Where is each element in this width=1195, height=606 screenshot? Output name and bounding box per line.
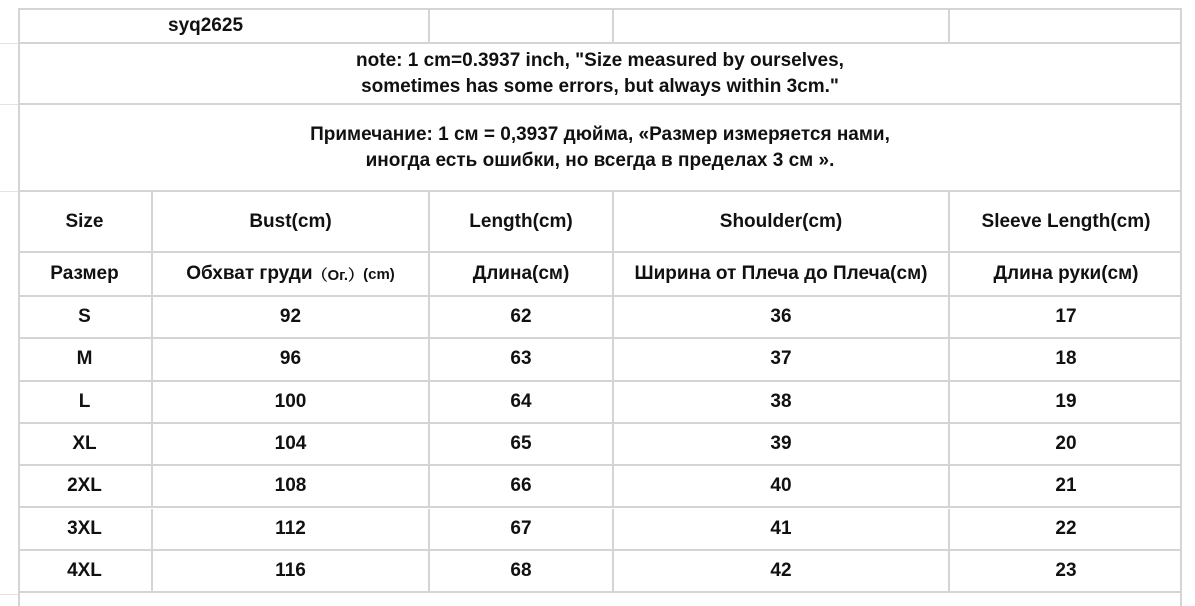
sleeve-cell[interactable]: [948, 424, 1182, 464]
sleeve-cell-value: 20: [1055, 433, 1077, 455]
gridline: [0, 594, 18, 595]
sleeve-cell-value: 18: [1055, 348, 1077, 370]
table-row: [18, 551, 1182, 593]
table-row: [18, 466, 1182, 508]
size-cell[interactable]: [18, 551, 151, 591]
header-sleeve-label: Sleeve Length(cm): [981, 210, 1151, 232]
sleeve-cell-value: 22: [1055, 517, 1077, 539]
size-cell-value: M: [76, 348, 93, 370]
bust-cell-value: 100: [274, 390, 307, 412]
sku-row: [18, 10, 1182, 44]
length-cell[interactable]: [428, 382, 612, 422]
bust-cell[interactable]: [151, 424, 428, 464]
bust-cell[interactable]: [151, 339, 428, 379]
header-ru-bust-label: Обхват груди: [186, 263, 313, 284]
sleeve-cell[interactable]: [948, 509, 1182, 549]
header-ru-bust[interactable]: [151, 253, 428, 295]
size-cell-value: 4XL: [67, 559, 102, 581]
sleeve-cell[interactable]: [948, 466, 1182, 506]
bust-cell[interactable]: [151, 382, 428, 422]
sleeve-cell[interactable]: [948, 297, 1182, 337]
bust-cell-value: 108: [274, 475, 307, 497]
length-cell[interactable]: [428, 424, 612, 464]
shoulder-cell-value: 40: [770, 475, 792, 497]
header-size[interactable]: [18, 192, 151, 251]
length-cell-value: 67: [510, 517, 532, 539]
shoulder-cell[interactable]: [612, 297, 948, 337]
sleeve-cell[interactable]: [948, 551, 1182, 591]
bust-cell[interactable]: [151, 509, 428, 549]
sleeve-cell-value: 19: [1055, 390, 1077, 412]
bust-cell-value: 112: [275, 517, 306, 539]
bust-cell[interactable]: [151, 551, 428, 591]
sleeve-cell[interactable]: [948, 382, 1182, 422]
header-bust-label: Bust(cm): [249, 210, 332, 232]
header-en-row: [18, 192, 1182, 253]
note-en-line1: note: 1 cm=0.3937 inch, "Size measured by ourselves,: [356, 49, 844, 71]
header-size-label: Size: [65, 210, 104, 232]
length-cell-value: 62: [510, 306, 532, 328]
table-row: [18, 509, 1182, 551]
empty-cell[interactable]: [948, 10, 1182, 42]
note-ru-line2: иногда есть ошибки, но всегда в пределах 3 см ».: [365, 149, 835, 171]
sku-label: syq2625: [168, 15, 244, 36]
size-cell[interactable]: [18, 382, 151, 422]
length-cell[interactable]: [428, 466, 612, 506]
size-cell-value: L: [78, 390, 91, 412]
bust-cell[interactable]: [151, 466, 428, 506]
length-cell[interactable]: [428, 297, 612, 337]
note-ru-line1: Примечание: 1 см = 0,3937 дюйма, «Размер измеряется нами,: [310, 123, 890, 145]
header-ru-sleeve-label: Длина руки(см): [993, 263, 1139, 284]
bust-cell-value: 96: [279, 348, 302, 370]
gridline: [0, 191, 18, 192]
size-cell[interactable]: [18, 466, 151, 506]
header-ru-length[interactable]: [428, 253, 612, 295]
size-cell[interactable]: [18, 509, 151, 549]
bust-cell-value: 116: [275, 559, 306, 581]
header-ru-size[interactable]: [18, 253, 151, 295]
note-en-row: [18, 44, 1182, 105]
table-row: [18, 297, 1182, 339]
length-cell-value: 68: [510, 559, 532, 581]
sleeve-cell[interactable]: [948, 339, 1182, 379]
size-cell[interactable]: [18, 297, 151, 337]
header-ru-size-label: Размер: [50, 263, 119, 284]
header-bust[interactable]: [151, 192, 428, 251]
sleeve-cell-value: 21: [1055, 475, 1077, 497]
sku-cell[interactable]: [18, 10, 428, 42]
header-ru-shoulder-label: Ширина от Плеча до Плеча(см): [634, 263, 928, 284]
shoulder-cell-value: 38: [770, 390, 792, 412]
sleeve-cell-value: 23: [1055, 559, 1077, 581]
shoulder-cell[interactable]: [612, 424, 948, 464]
shoulder-cell-value: 42: [770, 559, 792, 581]
shoulder-cell[interactable]: [612, 339, 948, 379]
gridline: [0, 43, 18, 44]
bust-cell-value: 92: [279, 306, 302, 328]
header-sleeve[interactable]: [948, 192, 1182, 251]
sleeve-cell-value: 17: [1055, 306, 1077, 328]
shoulder-cell[interactable]: [612, 382, 948, 422]
note-ru-row: [18, 105, 1182, 192]
header-shoulder-label: Shoulder(cm): [719, 210, 843, 232]
gridline: [0, 104, 18, 105]
note-ru-cell[interactable]: [18, 105, 1182, 190]
table-row: [18, 382, 1182, 424]
size-cell-value: 3XL: [67, 517, 102, 539]
table-row: [18, 424, 1182, 466]
header-ru-bust-unit: (cm): [363, 265, 395, 283]
header-ru-sleeve[interactable]: [948, 253, 1182, 295]
bust-cell[interactable]: [151, 297, 428, 337]
size-cell-value: 2XL: [67, 475, 102, 497]
empty-cell[interactable]: [612, 10, 948, 42]
shoulder-cell-value: 36: [770, 306, 792, 328]
note-en-line2: sometimes has some errors, but always within 3cm.": [361, 75, 839, 97]
header-ru-row: [18, 253, 1182, 297]
shoulder-cell[interactable]: [612, 466, 948, 506]
empty-cell[interactable]: [428, 10, 612, 42]
shoulder-cell-value: 41: [770, 517, 792, 539]
size-cell-value: S: [78, 306, 91, 328]
shoulder-cell-value: 39: [770, 433, 792, 455]
length-cell[interactable]: [428, 339, 612, 379]
header-ru-bust-abbrev: （Ог.）: [312, 266, 364, 284]
size-cell-value: XL: [72, 433, 97, 455]
table-row: [18, 339, 1182, 381]
size-cell[interactable]: [18, 424, 151, 464]
header-ru-length-label: Длина(см): [472, 263, 570, 284]
shoulder-cell[interactable]: [612, 509, 948, 549]
size-cell[interactable]: [18, 339, 151, 379]
length-cell[interactable]: [428, 551, 612, 591]
length-cell-value: 64: [510, 390, 532, 412]
header-length[interactable]: [428, 192, 612, 251]
length-cell-value: 65: [510, 433, 532, 455]
header-length-label: Length(cm): [469, 210, 573, 232]
shoulder-cell[interactable]: [612, 551, 948, 591]
note-en-cell[interactable]: [18, 44, 1182, 103]
length-cell-value: 63: [510, 348, 532, 370]
length-cell[interactable]: [428, 509, 612, 549]
header-ru-shoulder[interactable]: [612, 253, 948, 295]
shoulder-cell-value: 37: [770, 348, 792, 370]
bust-cell-value: 104: [274, 433, 307, 455]
length-cell-value: 66: [510, 475, 532, 497]
header-shoulder[interactable]: [612, 192, 948, 251]
